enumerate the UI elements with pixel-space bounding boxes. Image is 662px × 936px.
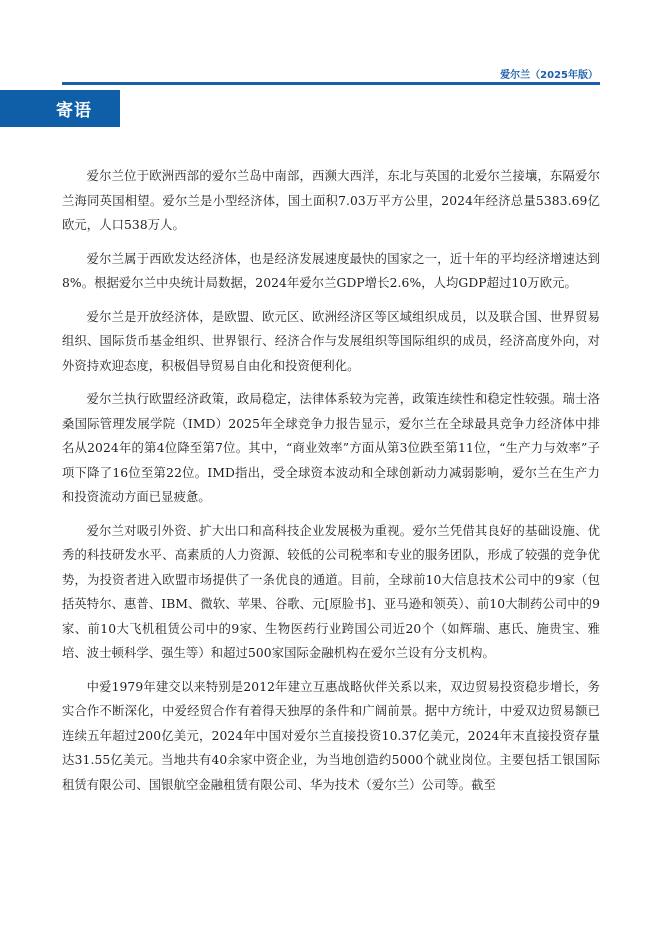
paragraph-4: 爱尔兰执行欧盟经济政策，政局稳定，法律体系较为完善，政策连续性和稳定性较强。瑞士洛桑国际管理发展学院（IMD）2025年全球竞争力报告显示，爱尔兰在全球最具竞争力经济体中排名从2024年的第4位降至第7位。其中，“商业效率”方面从第3位跌至第11位，“生产力与效率”子项下降了16位至第22位。IMD指出，受全球资本波动和全球创新动力减弱影响，爱尔兰在生产力和投资流动方面已显疲惫。 [62,392,600,504]
section-title: 寄语 [56,101,92,121]
paragraph-1: 爱尔兰位于欧洲西部的爱尔兰岛中南部，西濒大西洋，东北与英国的北爱尔兰接壤，东隔爱尔兰海同英国相望。爱尔兰是小型经济体，国土面积7.03万平方公里，2024年经济总量5383.69亿欧元，人口538万人。 [62,169,600,232]
body-text [62,164,600,806]
header-divider [62,82,600,85]
running-header-label: 爱尔兰（2025年版） [500,70,598,81]
section-title-banner [0,90,120,127]
paragraph-3: 爱尔兰是开放经济体，是欧盟、欧元区、欧洲经济区等区域组织成员，以及联合国、世界贸易组织、国际货币基金组织、世界银行、经济合作与发展组织等国际组织的成员，经济高度外向，对外资持欢迎态度，积极倡导贸易自由化和投资便利化。 [62,309,600,373]
paragraph-6: 中爱1979年建交以来特别是2012年建立互惠战略伙伴关系以来，双边贸易投资稳步增长，务实合作不断深化，中爱经贸合作有着得天独厚的条件和广阔前景。据中方统计，中爱双边贸易额已连续五年超过200亿美元，2024年中国对爱尔兰直接投资10.37亿美元，2024年末直接投资存量达31.55亿美元。当地共有40余家中资企业，为当地创造约5000个就业岗位。主要包括工银国际租赁有限公司、国银航空金融租赁有限公司、华为技术（爱尔兰）公司等。截至 [62,679,600,792]
paragraph-2: 爱尔兰属于西欧发达经济体，也是经济发展速度最快的国家之一，近十年的平均经济增速达到8%。根据爱尔兰中央统计局数据，2024年爱尔兰GDP增长2.6%，人均GDP超过10万欧元。 [62,251,600,290]
paragraph-5: 爱尔兰对吸引外资、扩大出口和高科技企业发展极为重视。爱尔兰凭借其良好的基础设施、优秀的科技研发水平、高素质的人力资源、较低的公司税率和专业的服务团队，形成了较强的竞争优势，为投资者进入欧盟市场提供了一条优良的通道。目前，全球前10大信息技术公司中的9家（包括英特尔、惠普、IBM、微软、苹果、谷歌、元[原脸书]、亚马逊和领英）、前10大制药公司中的9家、前10大飞机租赁公司中的9家、生物医药行业跨国公司近20个（如辉瑞、惠氏、施贵宝、雅培、波士顿科学、强生等）和超过500家国际金融机构在爱尔兰设有分支机构。 [62,523,600,660]
